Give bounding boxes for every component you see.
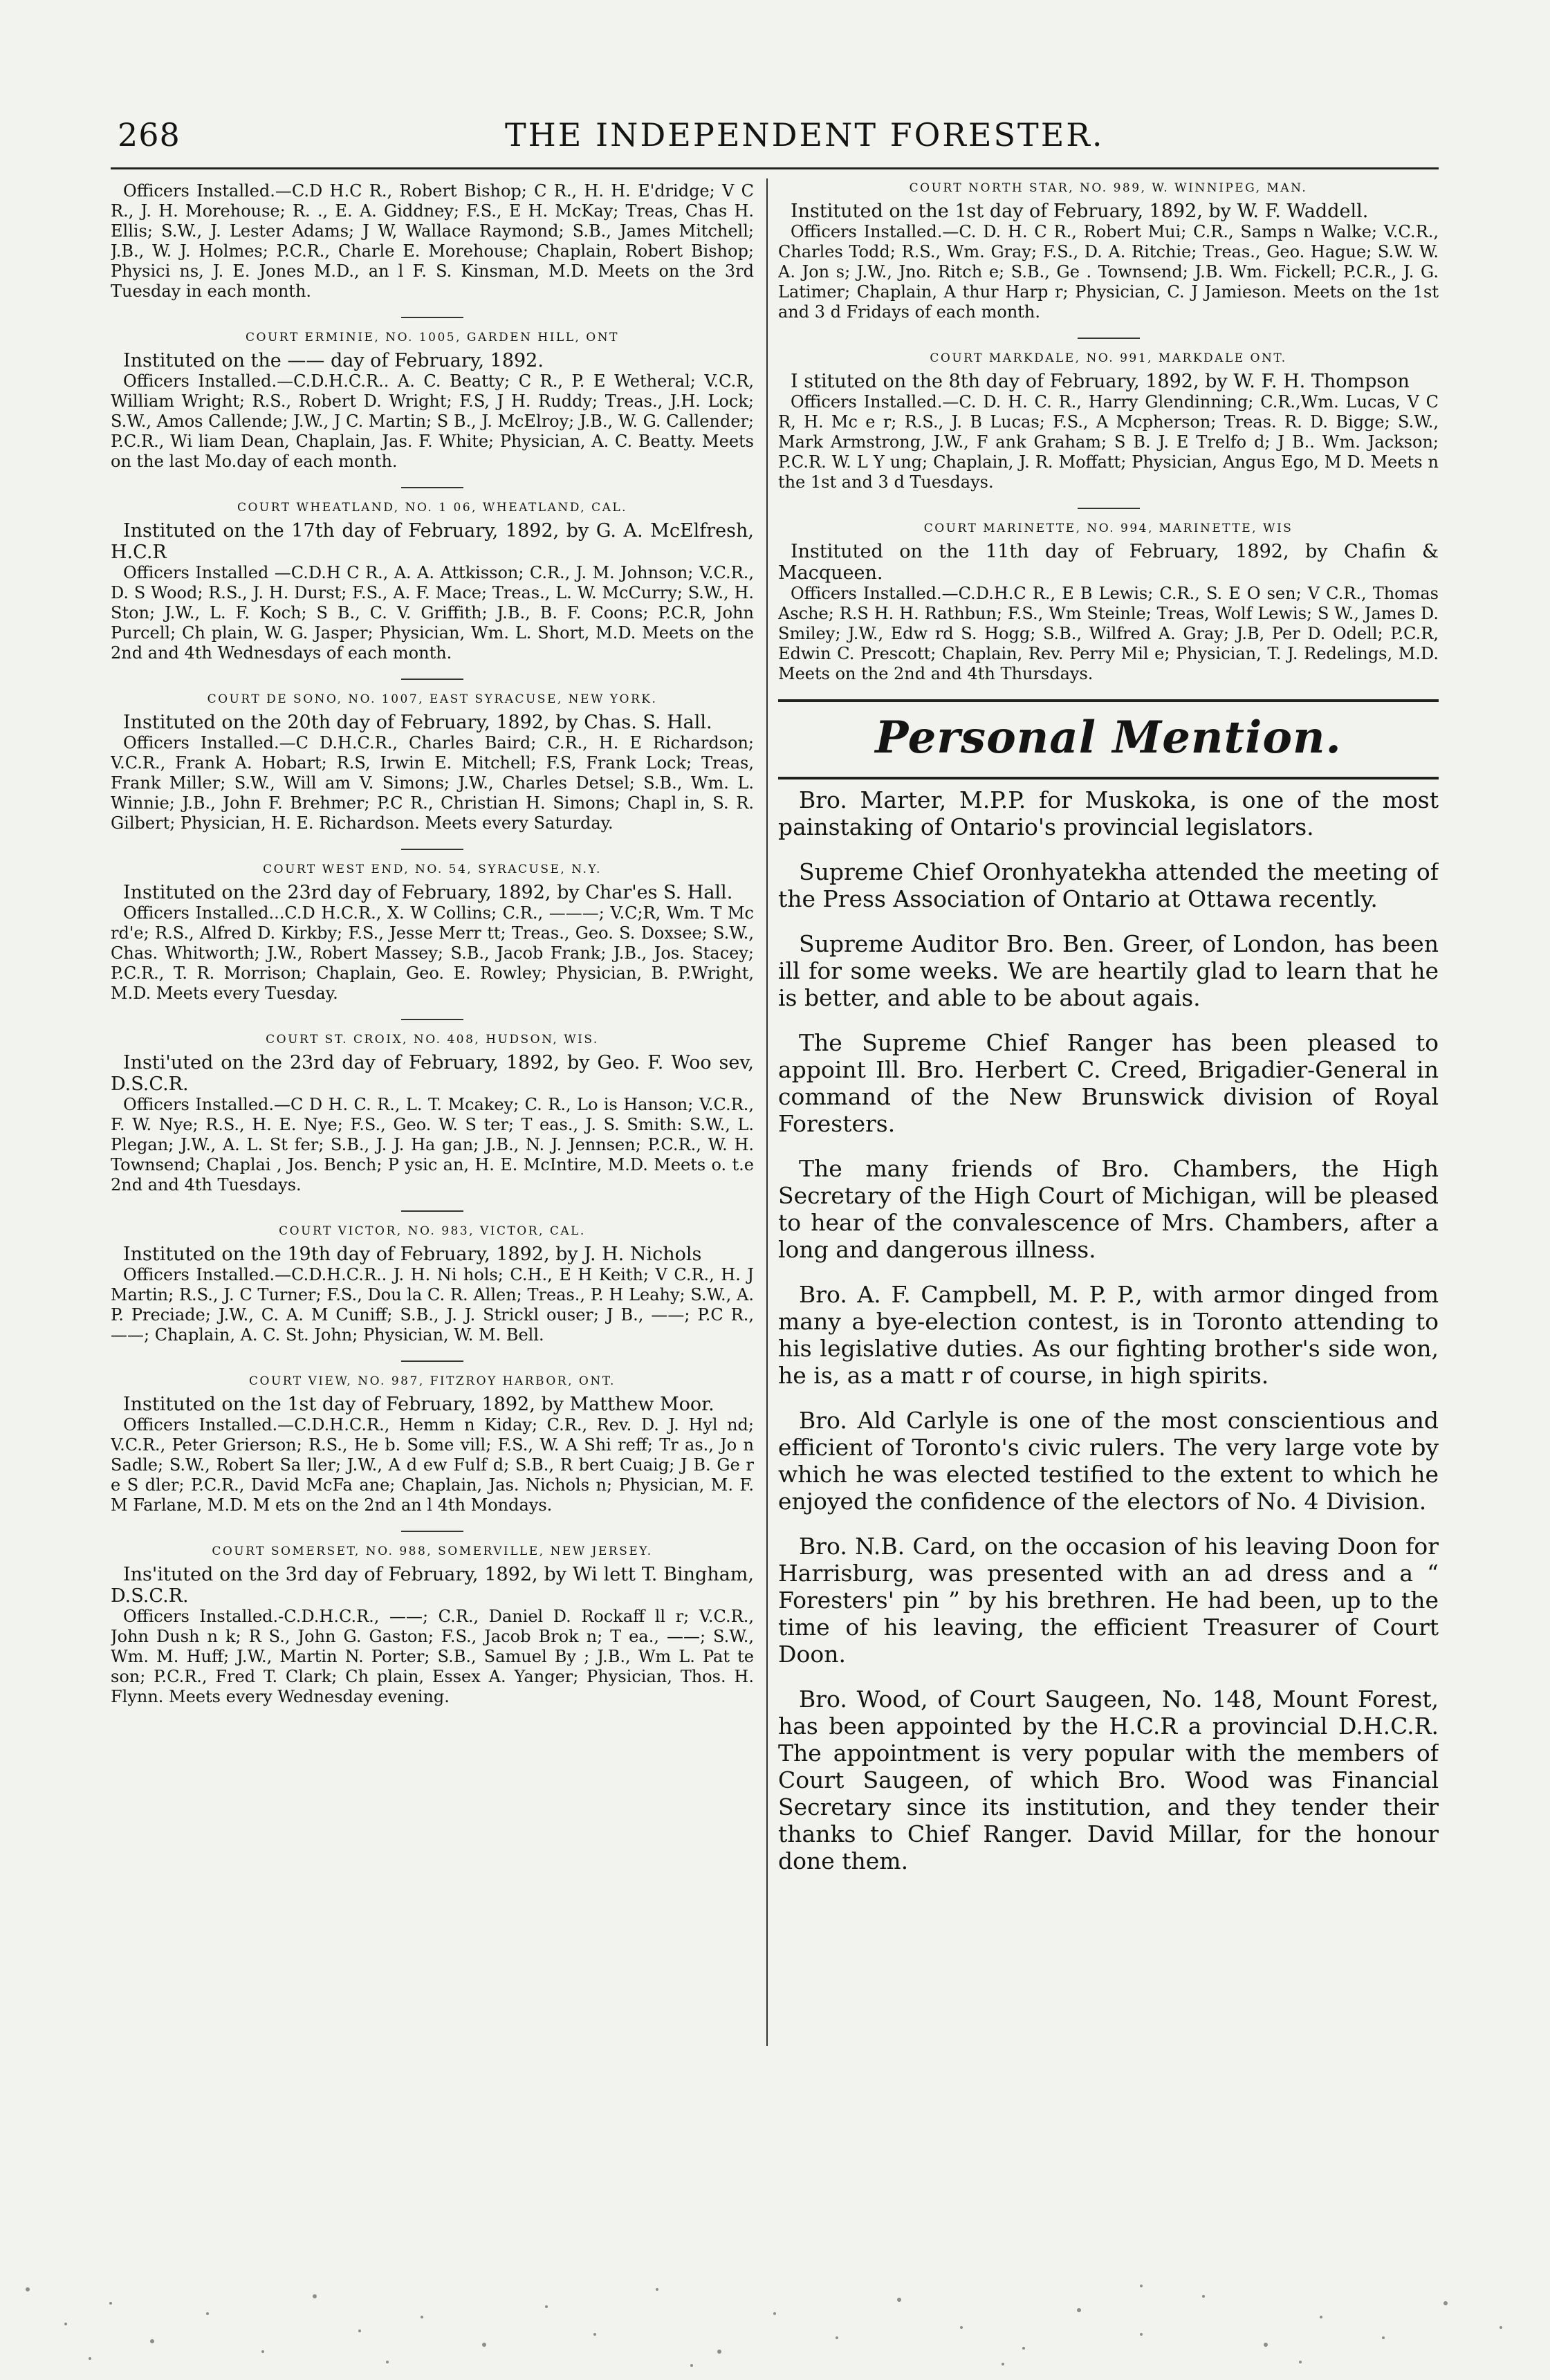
court-officers: Officers Installed.—C.D H.C R., Robert Bishop; C R., H. H. E'dridge; V C R., J. H. Morehouse; R. ., E. A. Giddney; F.S., E H. McKay; Treas, Chas H. Ellis; S.W., J. Lester Adams; J W, Wallace Raymond; S.B., James Mitchell; J.B., W. J. Holmes; P.C.R., Charle E. Morehouse; Chaplain, Robert Bishop; Physici ns, J. E. Jones M.D., an l F. S. Kinsman, M.D. Meets on the 3rd Tuesday in each month. xyxy=(111,181,754,301)
mention-paragraph: Bro. Ald Carlyle is one of the most conscientious and efficient of Toronto's civic rulers. The very large vote by which he was elected testified to the extent to which he enjoyed the confidence of the electors of No. 4 Division. xyxy=(778,1407,1439,1515)
court-heading: COURT DE SONO, NO. 1007, EAST SYRACUSE, NEW YORK. xyxy=(207,692,658,706)
separator-rule xyxy=(1078,338,1140,339)
court-entry xyxy=(111,331,754,472)
court-heading: COURT MARKDALE, NO. 991, MARKDALE ONT. xyxy=(930,351,1287,365)
court-heading: COURT WHEATLAND, NO. 1 06, WHEATLAND, CAL. xyxy=(237,501,628,515)
court-instituted: Instituted on the 1st day of February, 1892, by Matthew Moor. xyxy=(123,1394,714,1415)
court-instituted: Instituted on the 19th day of February, 1892, by J. H. Nichols xyxy=(123,1244,702,1265)
court-entry xyxy=(111,692,754,833)
court-heading: COURT MARINETTE, NO. 994, MARINETTE, WIS xyxy=(923,522,1293,535)
mention-paragraph: Bro. N.B. Card, on the occasion of his leaving Doon for Harrisburg, was presented with an ad dress and a “ Foresters' pin ” by his brethren. He had been, up to the time of his leaving, the efficient Treasurer of Court Doon. xyxy=(778,1533,1439,1668)
separator-rule xyxy=(401,679,463,680)
mention-paragraph: The many friends of Bro. Chambers, the High Secretary of the High Court of Michigan, will be pleased to hear of the convalescence of Mrs. Chambers, after a long and dangerous illness. xyxy=(778,1155,1439,1263)
separator-rule xyxy=(401,1531,463,1532)
court-heading: COURT SOMERSET, NO. 988, SOMERVILLE, NEW JERSEY. xyxy=(212,1544,653,1558)
court-officers: Officers Installed.—C D H. C. R., L. T. Mcakey; C. R., Lo is Hanson; V.C.R., F. W. Nye; R.S., H. E. Nye; F.S., Geo. W. S ter; T eas., J. S. Smith: S.W., L. Plegan; J.W., A. L. St fer; S.B., J. J. Ha gan; J.B., N. J. Jennsen; P.C.R., W. H. Townsend; Chaplai , Jos. Bench; P ysic an, H. E. McIntire, M.D. Meets o. t.e 2nd and 4th Tuesdays. xyxy=(111,1095,754,1194)
court-officers: Officers Installed.-C.D.H.C.R., ——; C.R., Daniel D. Rockaff ll r; V.C.R., John Dush n k; R S., John G. Gaston; F.S., Jacob Brok n; T ea., ——; S.W., Wm. M. Huff; J.W., Martin N. Porter; S.B., Samuel By ; J.B., Wm L. Pat te son; P.C.R., Fred T. Clark; Ch plain, Essex A. Yanger; Physician, Thos. H. Flynn. Meets every Wednesday evening. xyxy=(111,1607,754,1706)
court-instituted: Instituted on the 17th day of February, 1892, by G. A. McElfresh, H.C.R xyxy=(111,520,754,563)
court-entry xyxy=(778,351,1439,492)
mention-paragraph: Bro. Marter, M.P.P. for Muskoka, is one of the most painstaking of Ontario's provincial legislators. xyxy=(778,786,1439,840)
court-officers: Officers Installed.—C.D.H.C.R.. J. H. Ni hols; C.H., E H Keith; V C.R., H. J Martin; R.S., J. C Turner; F.S., Dou la C. R. Allen; Treas., P. H Leahy; S.W., A. P. Preciade; J.W., C. A. M Cuniff; S.B., J. J. Strickl ouser; J B., ——; P.C R., ——; Chaplain, A. C. St. John; Physician, W. M. Bell. xyxy=(111,1265,754,1345)
court-entry xyxy=(111,501,754,663)
mention-paragraph: Bro. Wood, of Court Saugeen, No. 148, Mount Forest, has been appointed by the H.C.R a provincial D.H.C.R. The appointment is very popular with the members of Court Saugeen, of which Bro. Wood was Financial Secretary since its institution, and they tender their thanks to Chief Ranger. David Millar, for the honour done them. xyxy=(778,1686,1439,1874)
court-instituted: Instituted on the 1st day of February, 1892, by W. F. Waddell. xyxy=(791,201,1369,222)
separator-rule xyxy=(401,849,463,850)
court-officers: Officers Installed.—C. D. H. C R., Robert Mui; C.R., Samps n Walke; V.C.R., Charles Todd; R.S., Wm. Gray; F.S., D. A. Ritchie; Treas., Geo. Hague; S.W. W. A. Jon s; J.W., Jno. Ritch e; S.B., Ge . Townsend; J.B. Wm. Fickell; P.C.R., J. G. Latimer; Chaplain, A thur Harp r; Physician, C. J Jamieson. Meets on the 1st and 3 d Fridays of each month. xyxy=(778,222,1439,322)
court-instituted: Instituted on the 20th day of February, 1892, by Chas. S. Hall. xyxy=(123,712,712,733)
mention-paragraph: Supreme Auditor Bro. Ben. Greer, of London, has been ill for some weeks. We are heartily glad to learn that he is better, and able to be about agais. xyxy=(778,930,1439,1011)
court-heading: COURT NORTH STAR, NO. 989, W. WINNIPEG, MAN. xyxy=(909,181,1308,195)
running-title: THE INDEPENDENT FORESTER. xyxy=(505,116,1105,154)
court-entry xyxy=(111,1374,754,1515)
page-number: 268 xyxy=(118,116,181,154)
section-rule xyxy=(778,777,1439,780)
court-heading: COURT ERMINIE, NO. 1005, GARDEN HILL, ONT xyxy=(246,331,619,344)
section-rule xyxy=(778,699,1439,702)
court-officers: Officers Installed.—C.D.H.C R., E B Lewis; C.R., S. E O sen; V C.R., Thomas Asche; R.S H. H. Rathbun; F.S., Wm Steinle; Treas, Wolf Lewis; S W., James D. Smiley; J.W., Edw rd S. Hogg; S.B., Wilfred A. Gray; J.B, Per D. Odell; P.C.R, Edwin C. Prescott; Chaplain, Rev. Perry Mil e; Physician, T. J. Redelings, M.D. Meets on the 2nd and 4th Thursdays. xyxy=(778,584,1439,683)
mention-paragraph: Supreme Chief Oronhyatekha attended the meeting of the Press Association of Ontario at Ottawa recently. xyxy=(778,858,1439,912)
separator-rule xyxy=(401,487,463,488)
court-entry xyxy=(111,1544,754,1707)
court-instituted: I stituted on the 8th day of February, 1892, by W. F. H. Thompson xyxy=(791,371,1410,392)
court-officers: Officers Installed —C.D.H C R., A. A. Attkisson; C.R., J. M. Johnson; V.C.R., D. S Wood; R.S., J. H. Durst; F.S., A. F. Mace; Treas., L. W. McCurry; S.W., H. Ston; J.W., L. F. Koch; S B., C. V. Griffith; J.B., B. F. Coons; P.C.R, John Purcell; Ch plain, W. G. Jasper; Physician, Wm. L. Short, M.D. Meets on the 2nd and 4th Wednesdays of each month. xyxy=(111,563,754,663)
court-instituted: Instituted on the —— day of February, 1892. xyxy=(123,350,544,371)
court-officers: Officers Installed.—C.D.H.C.R., Hemm n Kiday; C.R., Rev. D. J. Hyl nd; V.C.R., Peter Grierson; R.S., He b. Some vill; F.S., W. A Shi reff; Tr as., Jo n Sadle; S.W., Robert Sa ller; J.W., A d ew Fulf d; S.B., R bert Cuaig; J B. Ge r e S dler; P.C.R., David McFa ane; Chaplain, Jas. Nichols n; Physician, M. F. M Farlane, M.D. M ets on the 2nd an l 4th Mondays. xyxy=(111,1415,754,1515)
court-heading: COURT VIEW, NO. 987, FITZROY HARBOR, ONT. xyxy=(249,1374,616,1388)
court-entry xyxy=(778,181,1439,322)
court-entry xyxy=(111,862,754,1004)
court-officers: Officers Installed...C.D H.C.R., X. W Collins; C.R., ———; V.C;R, Wm. T Mc rd'e; R.S., Alfred D. Kirkby; F.S., Jesse Merr tt; Treas., Geo. S. Doxsee; S.W., Chas. Whitworth; J.W., Robert Massey; S.B., Jacob Frank; J.B., Jos. Stacey; P.C.R., T. R. Morrison; Chaplain, Geo. E. Rowley; Physician, B. P.Wright, M.D. Meets every Tuesday. xyxy=(111,903,754,1003)
court-instituted: Instituted on the 11th day of February, 1892, by Chafin & Macqueen. xyxy=(778,541,1439,584)
court-instituted: Insti'uted on the 23rd day of February, 1892, by Geo. F. Woo sev, D.S.C.R. xyxy=(111,1052,754,1095)
court-entry xyxy=(111,181,754,302)
left-column xyxy=(111,181,754,2222)
separator-rule xyxy=(401,1210,463,1212)
court-instituted: Instituted on the 23rd day of February, 1892, by Char'es S. Hall. xyxy=(123,882,733,903)
court-officers: Officers Installed.—C. D. H. C. R., Harry Glendinning; C.R.,Wm. Lucas, V C R, H. Mc e r; R.S., J. B Lucas; F.S., A Mcpherson; Treas. R. D. Bigge; S.W., Mark Armstrong, J.W., F ank Graham; S B. J. E Trelfo d; J B.. Wm. Jackson; P.C.R. W. L Y ung; Chaplain, J. R. Moffatt; Physician, Angus Ego, M D. Meets n the 1st and 3 d Tuesdays. xyxy=(778,392,1439,492)
court-instituted: Ins'ituted on the 3rd day of February, 1892, by Wi lett T. Bingham, D.S.C.R. xyxy=(111,1564,754,1607)
separator-rule xyxy=(1078,508,1140,509)
separator-rule xyxy=(401,1360,463,1362)
mention-paragraph: The Supreme Chief Ranger has been pleased to appoint Ill. Bro. Herbert C. Creed, Brigadier-General in command of the New Brunswick division of Royal Foresters. xyxy=(778,1029,1439,1137)
separator-rule xyxy=(401,1019,463,1020)
court-heading: COURT WEST END, NO. 54, SYRACUSE, N.Y. xyxy=(263,862,602,876)
court-entry xyxy=(111,1033,754,1195)
court-officers: Officers Installed.—C.D.H.C.R.. A. C. Beatty; C R., P. E Wetheral; V.C.R, William Wright; R.S., Robert D. Wright; F.S, J H. Ruddy; Treas., J.H. Lock; S.W., Amos Callende; J.W., J C. Martin; S B., J. McElroy; J.B., W. G. Callender; P.C.R., Wi liam Dean, Chaplain, Jas. F. White; Physician, A. C. Beatty. Meets on the last Mo.day of each month. xyxy=(111,371,754,471)
court-heading: COURT VICTOR, NO. 983, VICTOR, CAL. xyxy=(279,1224,586,1238)
court-entry xyxy=(111,1224,754,1345)
court-officers: Officers Installed.—C D.H.C.R., Charles Baird; C.R., H. E Richardson; V.C.R., Frank A. Hobart; R.S, Irwin E. Mitchell; F.S, Frank Lock; Treas, Frank Miller; S.W., Will am V. Simons; J.W., Charles Detsel; S.B., Wm. L. Winnie; J.B., John F. Brehmer; P.C R., Christian H. Simons; Chapl in, S. R. Gilbert; Physician, H. E. Richardson. Meets every Saturday. xyxy=(111,733,754,833)
court-heading: COURT ST. CROIX, NO. 408, HUDSON, WIS. xyxy=(266,1033,599,1046)
column-divider xyxy=(766,178,768,2046)
scan-speckle-decoration xyxy=(0,2248,1550,2379)
court-entry xyxy=(778,522,1439,684)
page-header xyxy=(118,116,1432,165)
header-rule xyxy=(111,167,1439,169)
right-column xyxy=(778,181,1439,2222)
separator-rule xyxy=(401,317,463,318)
mention-paragraph: Bro. A. F. Campbell, M. P. P., with armor dinged from many a bye-election contest, is in Toronto attending to his legislative duties. As our fighting brother's side won, he is, as a matt r of course, in high spirits. xyxy=(778,1281,1439,1389)
personal-mention-heading: Personal Mention. xyxy=(875,712,1342,764)
